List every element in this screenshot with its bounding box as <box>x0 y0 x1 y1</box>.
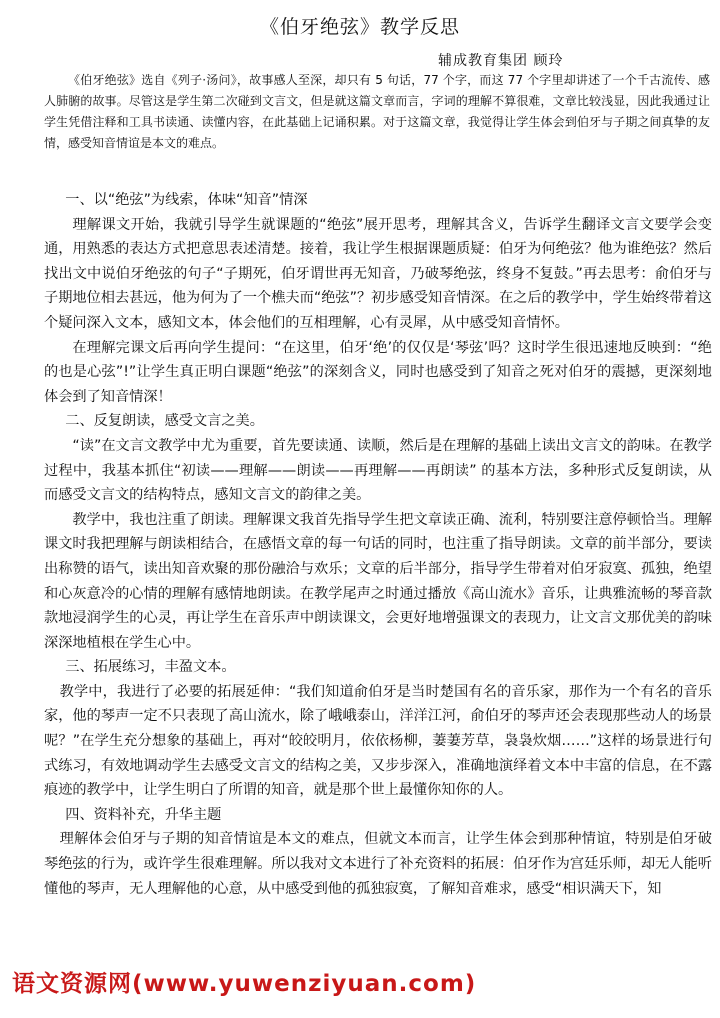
section-heading-1: 一、以“绝弦”为线索，体味“知音”情深 <box>65 192 308 208</box>
paragraph: 教学中，我进行了必要的拓展延伸：“我们知道俞伯牙是当时楚国有名的音乐家，那作为一个有名的音乐家，他的琴声一定不只表现了高山流水，除了峨峨泰山，洋洋江河，俞伯牙的琴声还会表现那些动人的场景呢？”在学生充分想象的基础上，再对“皎皎明月，依依杨柳，萋萋芳草，袅袅炊烟……”这样的场景进行句式练习，有效地调动学生去感受文言文的结构之美，又步步深入，准确地演绎着文本中丰富的信息，在不露痕迹的教学中，让学生明白了所谓的知音，就是那个世上最懂你知你的人。 <box>44 683 712 799</box>
section-heading-2: 二、反复朗读，感受文言之美。 <box>65 413 264 430</box>
article-body <box>44 188 712 901</box>
section-heading-4: 四、资料补充，升华主题 <box>65 806 222 823</box>
paragraph: 理解体会伯牙与子期的知音情谊是本文的难点，但就文本而言，让学生体会到那种情谊，特别是伯牙破琴绝弦的行为，或许学生很难理解。所以我对文本进行了补充资料的拓展：伯牙作为宫廷乐师，却无人能听懂他的琴声，无人理解他的心意，从中感受到他的孤独寂寞，了解知音难求，感受“相识满天下，知 <box>44 831 712 897</box>
section-heading-3: 三、拓展练习，丰盈文本。 <box>65 659 236 676</box>
paragraph: “读”在文言文教学中尤为重要，首先要读通、读顺，然后是在理解的基础上读出文言文的韵味。在教学过程中，我基本抓住“初读——理解——朗读——再理解——再朗读” 的基本方法，多种形式反复朗读，从而感受文言文的结构特点，感知文言文的韵律之美。 <box>44 437 712 504</box>
site-watermark: 语文资源网(www.yuwenziyuan.com) <box>12 971 477 997</box>
intro-paragraph: 《伯牙绝弦》选自《列子·汤问》，故事感人至深，却只有 5 句话，77 个字，而这 77 个字里却讲述了一个千古流传、感人肺腑的故事。尽管这是学生第二次碰到文言文，但是就这篇文章而言，字词的理解不算很难，文章比较浅显，因此我通过让学生凭借注释和工具书读通、读懂内容，在此基础上记诵积累。对于这篇文章，我觉得让学生体会到伯牙与子期之间真挚的友情，感受知音情谊是本文的难点。 <box>44 73 710 150</box>
paragraph: 理解课文开始，我就引导学生就课题的“绝弦”展开思考，理解其含义，告诉学生翻译文言文要学会变通，用熟悉的表达方式把意思表述清楚。接着，我让学生根据课题质疑：伯牙为何绝弦？他为谁绝弦？然后找出文中说伯牙绝弦的句子“子期死，伯牙谓世再无知音，乃破琴绝弦，终身不复鼓。”再去思考：俞伯牙与子期地位相去甚远，他为何为了一个樵夫而“绝弦”？初步感受知音情深。在之后的教学中，学生始终带着这个疑问深入文本，感知文本，体会他们的互相理解，心有灵犀，从中感受知音情怀。 <box>44 216 712 331</box>
paragraph: 教学中，我也注重了朗读。理解课文我首先指导学生把文章读正确、流利，特别要注意停顿恰当。理解课文时我把理解与朗读相结合，在感悟文章的每一句话的同时，也注重了指导朗读。文章的前半部分，要读出称赞的语气，读出知音欢聚的那份融洽与欢乐；文章的后半部分，指导学生带着对伯牙寂寞、孤独，绝望和心灰意冷的心情的理解有感情地朗读。在教学尾声之时通过播放《高山流水》音乐，让典雅流畅的琴音款款地浸润学生的心灵，再让学生在音乐声中朗读课文，会更好地增强课文的表现力，让文言文那优美的韵味深深地植根在学生心中。 <box>44 511 712 651</box>
page-title: 《伯牙绝弦》教学反思 <box>259 16 460 38</box>
author-line: 辅成教育集团 顾玲 <box>438 53 564 69</box>
paragraph: 在理解完课文后再向学生提问：“在这里，伯牙‘绝’的仅仅是‘琴弦’吗？这时学生很迅速地反映到：“绝的也是心弦”!”让学生真正明白课题“绝弦”的深刻含义，同时也感受到了知音之死对伯牙的震撼，更深刻地体会到了知音情深！ <box>44 339 712 405</box>
